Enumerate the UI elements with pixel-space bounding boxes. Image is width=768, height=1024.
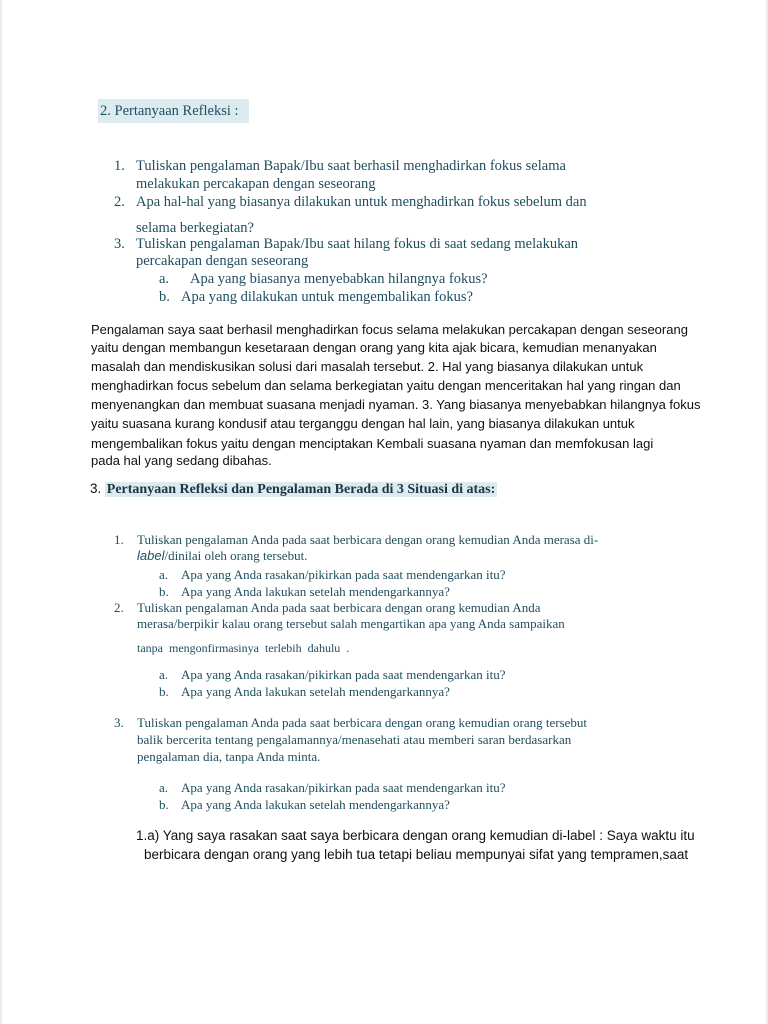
answer-line: yaitu dengan membangun kesetaraan dengan orang yang kita ajak bicara, kemudian menanyakan xyxy=(91,340,657,355)
subquestion-letter: b. xyxy=(159,584,169,599)
section-3-heading xyxy=(90,479,497,500)
subquestion-text: Apa yang Anda rasakan/pikirkan pada saat mendengarkan itu? xyxy=(181,667,506,682)
subquestion-text: Apa yang Anda lakukan setelah mendengarkannya? xyxy=(181,684,450,699)
question-line: pengalaman dia, tanpa Anda minta. xyxy=(137,749,321,764)
subquestion-letter: b. xyxy=(159,684,169,699)
answer-line: pada hal yang sedang dibahas. xyxy=(91,453,272,468)
question-line: percakapan dengan seseorang xyxy=(136,253,309,269)
answer-line: Pengalaman saya saat berhasil menghadirkan focus selama melakukan percakapan dengan seseorang xyxy=(91,322,688,337)
subquestion-letter: a. xyxy=(159,567,169,582)
subquestion-letter: b. xyxy=(159,797,169,812)
answer-line: 1.a) Yang saya rasakan saat saya berbicara dengan orang kemudian di-label : Saya waktu itu xyxy=(136,828,695,843)
subquestion-text: Apa yang Anda rasakan/pikirkan pada saat mendengarkan itu? xyxy=(181,780,506,795)
subquestion-letter: a. xyxy=(159,780,169,795)
section-3-title: Pertanyaan Refleksi dan Pengalaman Berada di 3 Situasi di atas: xyxy=(106,482,496,497)
question-number: 3. xyxy=(114,236,125,252)
question-number: 1. xyxy=(114,158,125,174)
question-number: 3. xyxy=(114,715,124,730)
question-line: Tuliskan pengalaman Bapak/Ibu saat hilang fokus di saat sedang melakukan xyxy=(136,236,579,252)
question-line: melakukan percakapan dengan seseorang xyxy=(136,176,376,192)
answer-line: menghadirkan focus sebelum dan selama berkegiatan yaitu dengan menceritakan hal yang ringan dan xyxy=(91,378,681,393)
page-edge-left xyxy=(0,0,2,1024)
subquestion-text: Apa yang biasanya menyebabkan hilangnya fokus? xyxy=(190,271,488,287)
question-line: Apa hal-hal yang biasanya dilakukan untuk menghadirkan fokus sebelum dan xyxy=(136,194,587,210)
subquestion-letter: a. xyxy=(159,271,170,287)
italic-label-word: label xyxy=(137,548,165,563)
section-3-number: 3. xyxy=(90,481,102,496)
answer-line: mengembalikan fokus yaitu dengan menciptakan Kembali suasana nyaman dan memfokusan lagi xyxy=(91,436,654,451)
section-2-heading: 2. Pertanyaan Refleksi : xyxy=(98,99,249,123)
answer-line: berbicara dengan orang yang lebih tua tetapi beliau mempunyai sifat yang tempramen,saat xyxy=(144,847,689,862)
question-line-rest: /dinilai oleh orang tersebut. xyxy=(164,548,308,563)
question-line xyxy=(137,547,307,564)
answer-line: menyenangkan dan membuat suasana menjadi nyaman. 3. Yang biasanya menyebabkan hilangnya fokus xyxy=(91,397,701,412)
question-line: Tuliskan pengalaman Anda pada saat berbicara dengan orang kemudian Anda merasa di- xyxy=(137,532,599,547)
subquestion-text: Apa yang dilakukan untuk mengembalikan fokus? xyxy=(181,289,473,305)
subquestion-text: Apa yang Anda lakukan setelah mendengarkannya? xyxy=(181,584,450,599)
question-line: merasa/berpikir kalau orang tersebut salah mengartikan apa yang Anda sampaikan xyxy=(137,616,565,631)
question-line: Tuliskan pengalaman Bapak/Ibu saat berhasil menghadirkan fokus selama xyxy=(136,158,566,174)
question-line: Tuliskan pengalaman Anda pada saat berbicara dengan orang kemudian orang tersebut xyxy=(137,715,588,730)
answer-line: masalah dan mendiskusikan solusi dari masalah tersebut. 2. Hal yang biasanya dilakukan untuk xyxy=(91,359,644,374)
answer-line: yaitu suasana kurang kondusif atau terganggu dengan hal lain, yang biasanya dilakukan untuk xyxy=(91,416,635,431)
subquestion-text: Apa yang Anda rasakan/pikirkan pada saat mendengarkan itu? xyxy=(181,567,506,582)
question-number: 1. xyxy=(114,532,124,547)
subquestion-letter: a. xyxy=(159,667,169,682)
question-number: 2. xyxy=(114,194,125,210)
subquestion-letter: b. xyxy=(159,289,170,305)
question-line: balik bercerita tentang pengalamannya/menasehati atau memberi saran berdasarkan xyxy=(137,732,572,747)
question-line: Tuliskan pengalaman Anda pada saat berbicara dengan orang kemudian Anda xyxy=(137,600,541,615)
question-line: selama berkegiatan? xyxy=(136,220,254,236)
question-line: tanpa mengonfirmasinya terlebih dahulu . xyxy=(137,641,350,655)
subquestion-text: Apa yang Anda lakukan setelah mendengarkannya? xyxy=(181,797,450,812)
question-number: 2. xyxy=(114,600,124,615)
